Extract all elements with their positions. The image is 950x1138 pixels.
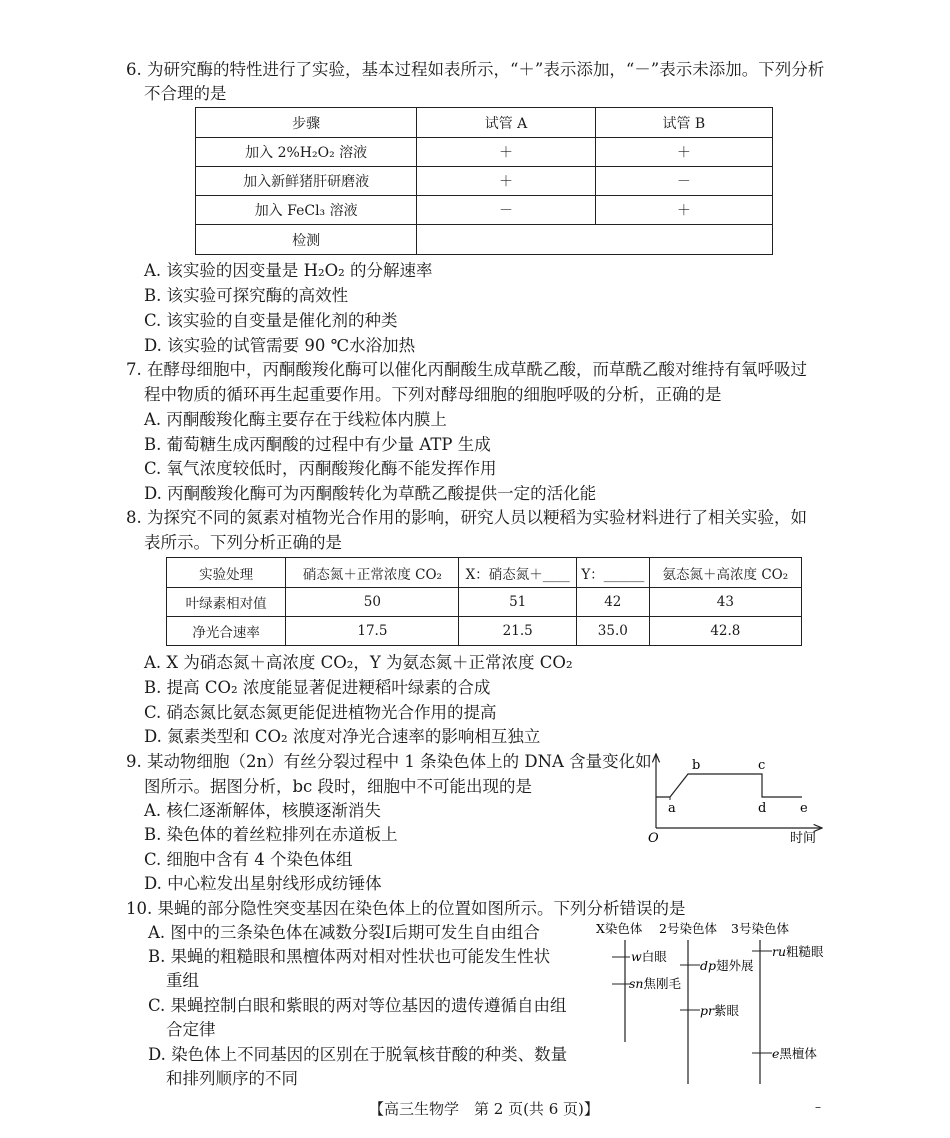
q10-option-d-line1: D. 染色体上不同基因的区别在于脱氧核苷酸的种类、数量 — [148, 1045, 568, 1064]
gene-label — [700, 958, 754, 973]
table-header-cell: 氨态氮＋高浓度 CO₂ — [649, 558, 801, 588]
q7-option-c: C. 氧气浓度较低时，丙酮酸羧化酶不能发挥作用 — [144, 459, 497, 478]
gene-trait: 黑檀体 — [779, 1046, 817, 1061]
point-label-e: e — [800, 801, 808, 816]
table-header-cell: 试管 B — [595, 108, 772, 138]
table-cell: 42.8 — [649, 617, 801, 646]
gene-symbol: ru — [772, 944, 787, 959]
q6-stem-line2: 不合理的是 — [144, 84, 227, 103]
gene-symbol: e — [772, 1046, 780, 1061]
table-cell: ＋ — [595, 196, 772, 225]
gene-trait: 白眼 — [641, 949, 667, 964]
q6-table — [195, 107, 773, 255]
q7-stem-line2: 程中物质的循环再生起重要作用。下列对酵母细胞的细胞呼吸的分析，正确的是 — [144, 385, 722, 404]
table-cell: － — [417, 196, 595, 225]
gene-trait: 粗糙眼 — [786, 944, 824, 959]
gene-label — [772, 944, 824, 959]
origin-label: O — [648, 831, 659, 845]
q9-option-a: A. 核仁逐渐解体，核膜逐渐消失 — [144, 801, 381, 820]
q9-option-c: C. 细胞中含有 4 个染色体组 — [144, 850, 353, 869]
table-cell: － — [595, 167, 772, 196]
table-cell: 加入 2%H₂O₂ 溶液 — [196, 138, 417, 167]
table-cell: 加入 FeCl₃ 溶液 — [196, 196, 417, 225]
q7-option-b: B. 葡萄糖生成丙酮酸的过程中有少量 ATP 生成 — [144, 435, 491, 454]
point-label-c: c — [758, 758, 766, 773]
table-header-cell: 硝态氮＋正常浓度 CO₂ — [286, 558, 459, 588]
table-cell: 叶绿素相对值 — [167, 588, 286, 617]
chromosome-label-x: X染色体 — [596, 921, 643, 936]
q7-stem-line1: 7. 在酵母细胞中，丙酮酸羧化酶可以催化丙酮酸生成草酰乙酸，而草酰乙酸对维持有氧呼吸过 — [126, 360, 807, 379]
q10-option-b-line2: 重组 — [166, 971, 199, 990]
chromosome-label-2: 2号染色体 — [659, 921, 717, 936]
table-header-cell: Y：______ — [576, 558, 649, 588]
gene-symbol: dp — [700, 958, 717, 973]
gene-symbol: w — [631, 949, 642, 964]
q7-option-a: A. 丙酮酸羧化酶主要存在于线粒体内膜上 — [144, 410, 447, 429]
gene-label — [700, 1003, 739, 1018]
q8-table — [166, 557, 802, 646]
gene-label — [772, 1046, 817, 1061]
table-cell: 检测 — [196, 225, 417, 255]
table-cell: ＋ — [417, 167, 595, 196]
gene-symbol: sn — [629, 976, 644, 991]
table-cell: 42 — [576, 588, 649, 617]
q10-option-a: A. 图中的三条染色体在减数分裂Ⅰ后期可发生自由组合 — [148, 923, 540, 942]
table-cell: 加入新鲜猪肝研磨液 — [196, 167, 417, 196]
gene-trait: 翅外展 — [716, 958, 754, 973]
q9-dna-graph — [640, 750, 825, 845]
q6-option-b: B. 该实验可探究酶的高效性 — [144, 286, 349, 305]
table-cell: 17.5 — [286, 617, 459, 646]
q7-option-d: D. 丙酮酸羧化酶可为丙酮酸转化为草酰乙酸提供一定的活化能 — [144, 484, 597, 503]
q8-option-b: B. 提高 CO₂ 浓度能显著促进粳稻叶绿素的合成 — [144, 678, 491, 697]
q8-option-a: A. X 为硝态氮＋高浓度 CO₂，Y 为氨态氮＋正常浓度 CO₂ — [144, 653, 573, 672]
table-header-cell: X：硝态氮＋____ — [459, 558, 576, 588]
table-header-cell: 试管 A — [417, 108, 595, 138]
q6-option-c: C. 该实验的自变量是催化剂的种类 — [144, 311, 398, 330]
q8-option-d: D. 氮素类型和 CO₂ 浓度对净光合速率的影响相互独立 — [144, 727, 541, 746]
table-cell: 50 — [286, 588, 459, 617]
table-cell: 净光合速率 — [167, 617, 286, 646]
q6-stem-line1: 6. 为研究酶的特性进行了实验，基本过程如表所示，“＋”表示添加，“－”表示未添加。下列分析 — [126, 60, 825, 79]
gene-trait: 紫眼 — [713, 1003, 739, 1018]
table-cell: 51 — [459, 588, 576, 617]
q10-option-c-line2: 合定律 — [166, 1020, 216, 1039]
q9-stem-line1: 9. 某动物细胞（2n）有丝分裂过程中 1 条染色体上的 DNA 含量变化如 — [126, 752, 652, 771]
page-footer: 【高三生物学 第 2 页(共 6 页)】 — [369, 1100, 599, 1118]
chromosome-label-3: 3号染色体 — [731, 921, 789, 936]
q10-chromosome-diagram — [596, 918, 830, 1090]
q10-option-c-line1: C. 果蝇控制白眼和紫眼的两对等位基因的遗传遵循自由组 — [148, 996, 567, 1015]
table-header-cell: 实验处理 — [167, 558, 286, 588]
gene-label — [629, 976, 681, 991]
table-cell: ＋ — [417, 138, 595, 167]
table-cell: 21.5 — [459, 617, 576, 646]
point-label-b: b — [692, 758, 701, 773]
table-cell: 43 — [649, 588, 801, 617]
corner-mark: – — [815, 1100, 821, 1114]
table-cell: ＋ — [595, 138, 772, 167]
q6-option-a: A. 该实验的因变量是 H₂O₂ 的分解速率 — [144, 261, 433, 280]
q9-stem-line2: 图所示。据图分析，bc 段时，细胞中不可能出现的是 — [144, 777, 533, 796]
q10-stem: 10. 果蝇的部分隐性突变基因在染色体上的位置如图所示。下列分析错误的是 — [126, 899, 686, 918]
table-cell — [417, 225, 773, 255]
q9-option-d: D. 中心粒发出星射线形成纺锤体 — [144, 874, 382, 893]
q10-option-b-line1: B. 果蝇的粗糙眼和黑檀体两对相对性状也可能发生性状 — [148, 947, 551, 966]
q9-option-b: B. 染色体的着丝粒排列在赤道板上 — [144, 825, 398, 844]
dna-content-line — [656, 774, 802, 797]
q10-option-d-line2: 和排列顺序的不同 — [166, 1069, 298, 1088]
table-header-cell: 步骤 — [196, 108, 417, 138]
gene-symbol: pr — [700, 1003, 714, 1018]
table-cell: 35.0 — [576, 617, 649, 646]
q6-option-d: D. 该实验的试管需要 90 ℃水浴加热 — [144, 336, 416, 355]
gene-trait: 焦刚毛 — [643, 976, 681, 991]
q8-stem-line1: 8. 为探究不同的氮素对植物光合作用的影响，研究人员以粳稻为实验材料进行了相关实验，如 — [126, 508, 807, 527]
x-axis-label: 时间 — [790, 831, 817, 845]
q8-option-c: C. 硝态氮比氨态氮更能促进植物光合作用的提高 — [144, 703, 497, 722]
point-label-a: a — [668, 801, 676, 816]
point-label-d: d — [758, 801, 767, 816]
gene-label — [631, 949, 667, 964]
q8-stem-line2: 表所示。下列分析正确的是 — [144, 533, 342, 552]
